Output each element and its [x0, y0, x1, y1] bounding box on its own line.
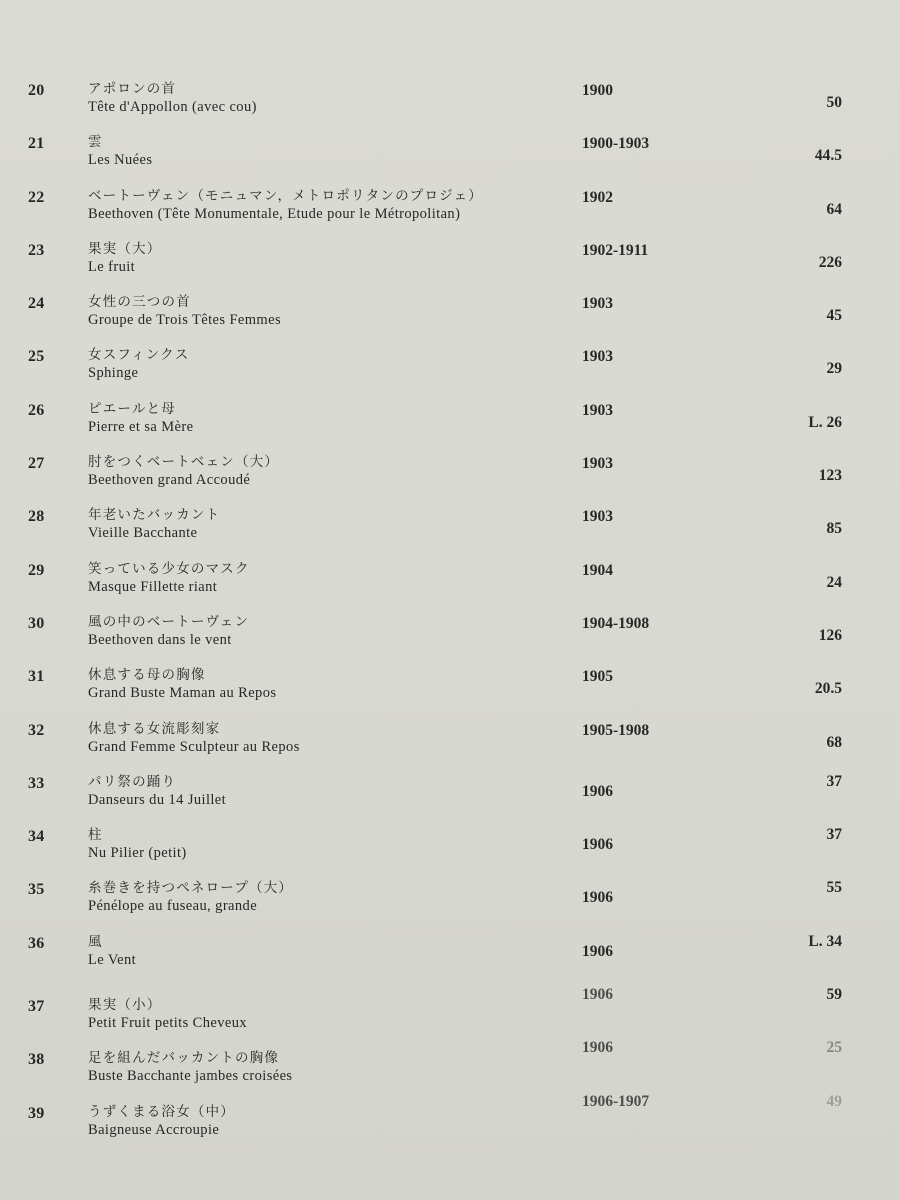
entry-height: 59 — [826, 986, 842, 1004]
entry-number: 38 — [28, 1051, 45, 1069]
entry-year: 1904-1908 — [582, 614, 650, 632]
entry-number: 34 — [28, 828, 45, 846]
catalog-entry-23 — [0, 240, 900, 293]
catalog-entry-29 — [0, 560, 900, 613]
entry-title-french: Le Vent — [88, 951, 137, 968]
entry-year: 1906 — [582, 782, 613, 800]
entry-height: L. 34 — [808, 932, 842, 950]
entry-year: 1906 — [582, 942, 613, 960]
entry-title-japanese: 風 — [88, 933, 103, 950]
entry-title — [88, 1103, 573, 1139]
entry-title — [88, 133, 573, 169]
entry-title — [88, 80, 573, 116]
entry-number: 36 — [28, 934, 45, 952]
entry-year: 1905-1908 — [582, 721, 650, 739]
entry-number: 28 — [28, 508, 45, 526]
entry-number: 24 — [28, 295, 45, 313]
entry-height: 25 — [826, 1039, 842, 1057]
entry-title-french: Danseurs du 14 Juillet — [88, 791, 227, 808]
entry-title-french: Nu Pilier (petit) — [88, 845, 187, 862]
catalog-entry-27 — [0, 453, 900, 506]
entry-height: 123 — [818, 467, 842, 485]
entry-title-japanese: ベートーヴェン（モニュマン，メトロポリタンのプロジェ） — [88, 187, 484, 204]
entry-title — [88, 1049, 573, 1085]
entry-year: 1906 — [582, 1039, 613, 1057]
entry-title-japanese: 肘をつくベートベェン（大） — [88, 454, 280, 471]
entry-title — [88, 826, 573, 862]
entry-height: 49 — [826, 1092, 842, 1110]
entry-title-french: Les Nuées — [88, 152, 153, 169]
catalog-entry-34 — [0, 826, 900, 879]
entry-number: 32 — [28, 721, 45, 739]
catalog-entry-21 — [0, 133, 900, 186]
entry-title-french: Vieille Bacchante — [88, 525, 198, 542]
entry-height: 37 — [826, 826, 842, 844]
entry-title — [88, 453, 573, 489]
catalog-entry-33 — [0, 773, 900, 826]
entry-title-japanese: 休息する女流彫刻家 — [88, 720, 221, 737]
entry-height: 85 — [826, 520, 842, 538]
entry-year: 1903 — [582, 295, 613, 313]
entry-title-french: Pénélope au fuseau, grande — [88, 898, 258, 915]
entry-number: 22 — [28, 188, 45, 206]
catalog-entry-24 — [0, 293, 900, 346]
entry-title — [88, 996, 573, 1032]
entry-number: 23 — [28, 241, 45, 259]
entry-title-french: Baigneuse Accroupie — [88, 1121, 220, 1138]
catalog-entry-22 — [0, 187, 900, 240]
entry-title — [88, 666, 573, 702]
entry-title-japanese: 休息する母の胸像 — [88, 667, 206, 684]
entry-number: 33 — [28, 774, 45, 792]
catalog-entry-35 — [0, 879, 900, 932]
entry-height: 55 — [826, 879, 842, 897]
entry-title — [88, 187, 573, 223]
entry-height: L. 26 — [808, 413, 842, 431]
entry-year: 1903 — [582, 455, 613, 473]
entry-number: 39 — [28, 1104, 45, 1122]
entry-title-french: Beethoven dans le vent — [88, 631, 232, 648]
entry-title-japanese: 果実（大） — [88, 240, 162, 257]
entry-title — [88, 400, 573, 436]
catalog-entry-28 — [0, 506, 900, 559]
entry-title-french: Sphinge — [88, 365, 139, 382]
entry-title-french: Le fruit — [88, 258, 136, 275]
entry-year: 1906 — [582, 836, 613, 854]
entry-title-french: Petit Fruit petits Cheveux — [88, 1015, 248, 1032]
entry-height: 68 — [826, 733, 842, 751]
entry-year: 1904 — [582, 561, 613, 579]
entry-height: 37 — [826, 772, 842, 790]
entry-title-french: Masque Fillette riant — [88, 578, 218, 595]
catalog-entry-36 — [0, 933, 900, 986]
entry-title-japanese: 雲 — [88, 134, 103, 151]
entry-title-french: Grand Femme Sculpteur au Repos — [88, 738, 300, 755]
entry-number: 37 — [28, 998, 45, 1016]
catalog-entry-25 — [0, 346, 900, 399]
entry-year: 1903 — [582, 401, 613, 419]
entry-title-french: Buste Bacchante jambes croisées — [88, 1068, 293, 1085]
catalog-entry-32 — [0, 720, 900, 773]
entry-title — [88, 506, 573, 542]
entry-title-french: Pierre et sa Mère — [88, 418, 194, 435]
entry-title-french: Beethoven grand Accoudé — [88, 472, 251, 489]
entry-number: 30 — [28, 614, 45, 632]
entry-height: 29 — [826, 360, 842, 378]
entry-height: 50 — [826, 94, 842, 111]
catalog-entry-38 — [0, 1039, 900, 1092]
catalog-entry-37 — [0, 986, 900, 1039]
entry-year: 1902-1911 — [582, 241, 649, 259]
entry-title — [88, 879, 573, 915]
entry-number: 21 — [28, 135, 45, 153]
catalog-entry-31 — [0, 666, 900, 719]
entry-title-japanese: ピエールと母 — [88, 400, 176, 417]
entry-height: 44.5 — [814, 147, 842, 165]
entry-title — [88, 720, 573, 756]
entry-title — [88, 240, 573, 276]
catalog-entry-39 — [0, 1093, 900, 1146]
entry-year: 1906 — [582, 986, 613, 1004]
entry-title — [88, 933, 573, 969]
entry-title-japanese: 糸巻きを持つペネロープ（大） — [88, 880, 294, 897]
entry-title-french: Grand Buste Maman au Repos — [88, 685, 277, 702]
entry-year: 1903 — [582, 348, 613, 366]
entry-title-japanese: 果実（小） — [88, 997, 162, 1014]
entry-title-japanese: パリ祭の踊り — [88, 773, 177, 790]
entry-title-french: Beethoven (Tête Monumentale, Etude pour le Métropolitan) — [88, 205, 461, 222]
catalog-entry-26 — [0, 400, 900, 453]
entry-number: 20 — [28, 82, 45, 99]
entry-height: 24 — [826, 573, 842, 591]
entry-height: 64 — [826, 200, 842, 218]
entry-title-japanese: 風の中のベートーヴェン — [88, 613, 250, 630]
entry-height: 226 — [818, 253, 842, 271]
entry-title-japanese: アポロンの首 — [88, 81, 177, 97]
entry-number: 29 — [28, 561, 45, 579]
entry-year: 1905 — [582, 668, 613, 686]
catalog-table — [0, 80, 900, 1146]
entry-title-japanese: 柱 — [88, 827, 103, 844]
entry-number: 25 — [28, 348, 45, 366]
entry-title-japanese: 笑っている少女のマスク — [88, 560, 250, 577]
entry-title-french: Tête d'Appollon (avec cou) — [88, 99, 257, 115]
entry-number: 27 — [28, 455, 45, 473]
entry-year: 1900 — [582, 82, 613, 99]
catalog-entry-30 — [0, 613, 900, 666]
entry-number: 26 — [28, 401, 45, 419]
entry-title — [88, 293, 573, 329]
entry-year: 1906-1907 — [582, 1092, 650, 1110]
entry-title-japanese: うずくまる浴女（中） — [88, 1103, 235, 1120]
entry-title-japanese: 足を組んだバッカントの胸像 — [88, 1050, 280, 1067]
entry-title — [88, 560, 573, 596]
entry-height: 126 — [818, 626, 842, 644]
entry-year: 1903 — [582, 508, 613, 526]
entry-title — [88, 773, 573, 809]
entry-year: 1902 — [582, 188, 613, 206]
entry-title-japanese: 女スフィンクス — [88, 347, 190, 364]
entry-title — [88, 613, 573, 649]
entry-height: 45 — [826, 307, 842, 325]
entry-year: 1900-1903 — [582, 135, 650, 153]
entry-title-japanese: 女性の三つの首 — [88, 294, 191, 311]
catalog-entry-20 — [0, 80, 900, 133]
entry-number: 31 — [28, 668, 45, 686]
entry-title-french: Groupe de Trois Têtes Femmes — [88, 312, 281, 329]
entry-number: 35 — [28, 881, 45, 899]
entry-title-japanese: 年老いたバッカント — [88, 507, 221, 524]
entry-height: 20.5 — [814, 680, 842, 698]
entry-year: 1906 — [582, 889, 613, 907]
entry-title — [88, 346, 573, 382]
